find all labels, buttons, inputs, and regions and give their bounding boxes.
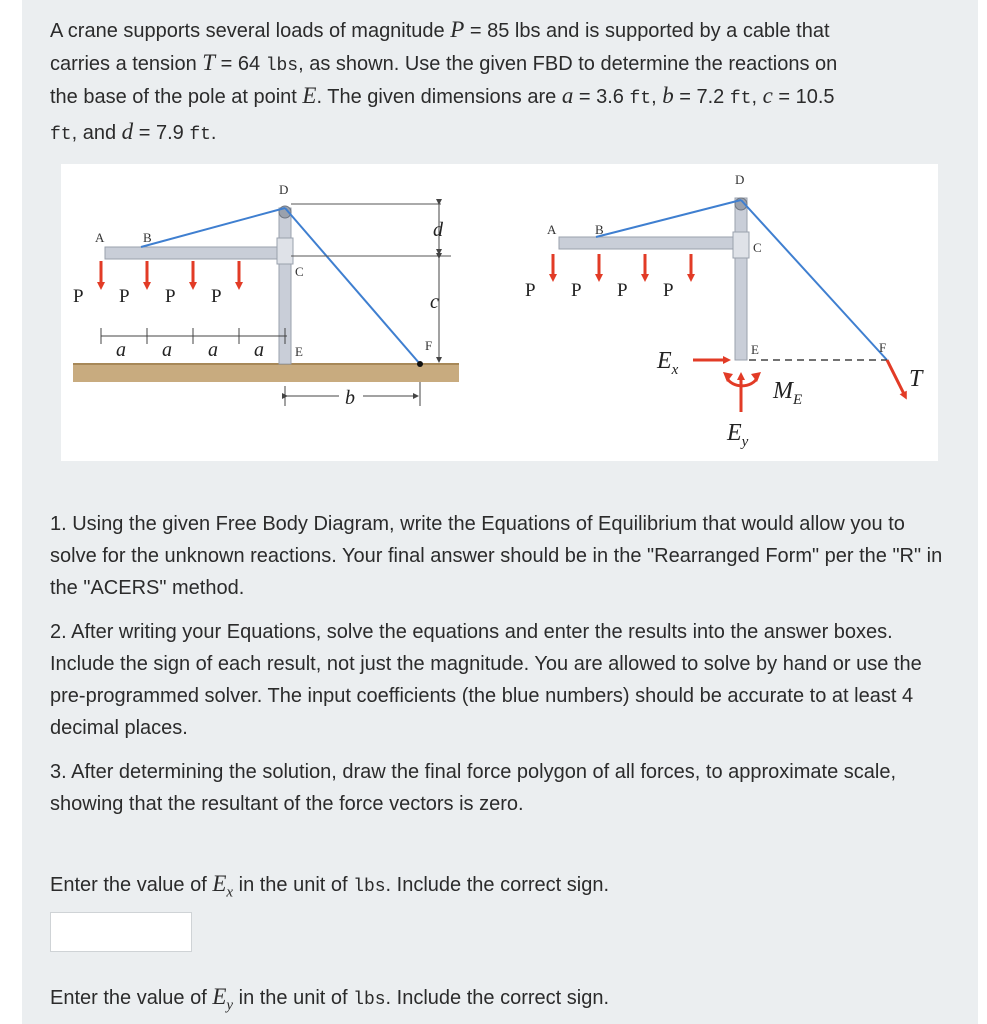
moment-arrowhead	[751, 372, 761, 382]
bracket-C	[277, 238, 293, 264]
label-d: d	[433, 219, 443, 241]
text: = 64	[215, 53, 266, 75]
label-B: B	[595, 222, 604, 237]
label-D: D	[735, 172, 745, 187]
text: . Include the correct sign.	[385, 874, 609, 896]
unit: ft	[50, 125, 72, 145]
math-var-Ex	[212, 871, 234, 901]
label-F: F	[879, 340, 887, 355]
text: in the unit of	[233, 874, 354, 896]
label-Ex	[656, 348, 679, 378]
label-T: T	[909, 366, 923, 392]
instruction-3: 3. After determining the solution, draw the final force polygon of all forces, to approximate scale, showing that the resultant of the force vectors is zero.	[50, 761, 897, 815]
text: Enter the value of	[50, 987, 213, 1009]
text: = 7.2	[673, 86, 730, 108]
label-ME-main: M	[773, 378, 793, 404]
text: . The given dimensions are	[316, 86, 562, 108]
cable-DF	[285, 208, 420, 364]
label-D: D	[279, 182, 289, 197]
ground	[73, 364, 459, 382]
ex-answer-input[interactable]	[50, 912, 192, 952]
unit: lbs	[353, 877, 386, 897]
instruction-1: 1. Using the given Free Body Diagram, write the Equations of Equilibrium that would allow you to solve for the unknown reactions. Your final answer should be in the "Rearranged Form" per the "R" in the "ACERS" method.	[50, 513, 943, 599]
unit: ft	[629, 89, 652, 109]
label-a: a	[208, 339, 218, 361]
label-C: C	[295, 264, 304, 279]
math-var: d	[121, 119, 134, 144]
tension-T-arrow	[887, 360, 905, 396]
text: carries a tension	[50, 53, 203, 75]
unit: ft	[189, 125, 211, 145]
boom	[559, 237, 747, 249]
text: Enter the value of	[50, 874, 213, 896]
crane-figure	[61, 164, 938, 461]
unit: lbs	[265, 56, 299, 76]
crane-diagrams-svg	[61, 164, 938, 461]
math-var: P	[450, 17, 465, 42]
label-ME	[772, 378, 802, 408]
label-Ey-main: E	[727, 420, 742, 446]
text: .	[210, 122, 217, 144]
math-var-main: E	[212, 871, 227, 896]
label-c: c	[430, 291, 439, 313]
cable-DF	[741, 200, 887, 360]
label-Ex-sub: x	[671, 362, 679, 378]
question-ey	[50, 981, 945, 1022]
cable-AD	[141, 208, 285, 247]
math-var-sub: x	[226, 884, 234, 901]
math-var: a	[561, 83, 574, 108]
label-P: P	[119, 286, 130, 307]
text: . Include the correct sign.	[385, 987, 609, 1009]
math-var-sub: y	[226, 997, 234, 1014]
text: ,	[751, 86, 763, 108]
label-P: P	[211, 286, 222, 307]
left-crane-diagram	[73, 182, 459, 409]
label-P: P	[73, 286, 84, 307]
label-Ey	[726, 420, 749, 450]
problem-statement	[50, 14, 945, 149]
cable-AD	[596, 200, 741, 237]
text: = 85 lbs and is supported by a cable that	[464, 20, 830, 42]
label-Ey-sub: y	[741, 434, 749, 450]
label-Ex-main: E	[657, 348, 672, 374]
label-A: A	[95, 230, 105, 245]
text: , and	[71, 122, 122, 144]
label-F: F	[425, 338, 433, 353]
label-E: E	[295, 344, 303, 359]
pole	[735, 198, 747, 360]
text: = 10.5	[772, 86, 835, 108]
label-a: a	[116, 339, 126, 361]
label-a: a	[254, 339, 264, 361]
instruction-2: 2. After writing your Equations, solve the equations and enter the results into the answer boxes. Include the sign of each result, not just the magnitude. You are allowed to solve by hand or use the pre-programmed solver. The input coefficients (the blue numbers) should be accurate to at least 4 decimal places.	[50, 621, 922, 739]
text: A crane supports several loads of magnitude	[50, 20, 451, 42]
unit: ft	[729, 89, 752, 109]
label-P: P	[663, 280, 674, 301]
label-P: P	[617, 280, 628, 301]
math-var-main: E	[212, 984, 227, 1009]
text: in the unit of	[233, 987, 354, 1009]
label-b: b	[345, 387, 355, 409]
text: = 3.6	[573, 86, 630, 108]
math-var-Ey	[212, 984, 234, 1014]
label-ME-sub: E	[793, 392, 803, 408]
instructions	[50, 508, 945, 820]
math-var: E	[302, 83, 317, 108]
label-A: A	[547, 222, 557, 237]
math-var: c	[762, 83, 773, 108]
label-P: P	[525, 280, 536, 301]
unit: lbs	[353, 990, 386, 1010]
bracket-C	[733, 232, 749, 258]
label-P: P	[571, 280, 582, 301]
question-ex	[50, 868, 945, 909]
anchor-F	[417, 361, 423, 367]
text: , as shown. Use the given FBD to determine the reactions on	[298, 53, 838, 75]
label-B: B	[143, 230, 152, 245]
text: ,	[651, 86, 663, 108]
right-fbd-diagram	[525, 172, 924, 450]
label-E: E	[751, 342, 759, 357]
math-var: b	[662, 83, 674, 108]
text: the base of the pole at point	[50, 86, 303, 108]
text: = 7.9	[133, 122, 190, 144]
boom	[105, 247, 291, 259]
label-C: C	[753, 240, 762, 255]
math-var: T	[202, 50, 216, 75]
moment-arrowhead	[723, 372, 733, 382]
label-P: P	[165, 286, 176, 307]
label-a: a	[162, 339, 172, 361]
